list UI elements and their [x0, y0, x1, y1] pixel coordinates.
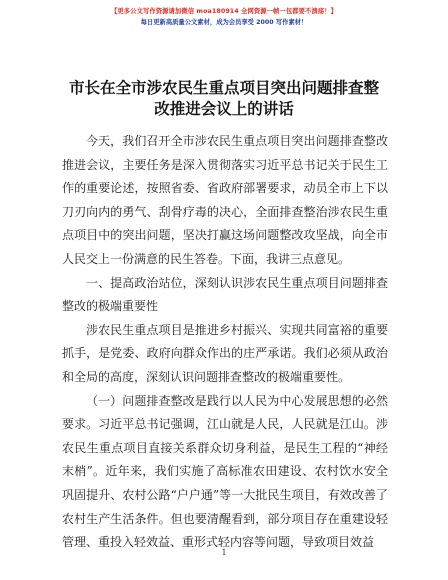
paragraph-section-1-intro: 涉农民生重点项目是推进乡村振兴、实现共同富裕的重要抓手，是党委、政府向群众作出的庄严承诺。我们必须从政治和全局的高度，深刻认识问题排查整改的极端重要性。 — [62, 322, 388, 384]
document-body — [62, 130, 388, 555]
promo-banner — [0, 6, 448, 28]
document-title-line-1: 市长在全市涉农民生重点项目突出问题排查整 — [68, 79, 379, 97]
paragraph-subpoint-1: （一）问题排查整改是践行以人民为中心发展思想的必然要求。习近平总书记强调，江山就是人民，人民就是江山。涉农民生重点项目直接关系群众切身利益，是民生工程的“神经末梢”。近年来，我们实施了高标准农田建设、农村饮水安全巩固提升、农村公路“户户通”等一大批民生项目，有效改善了农村生产生活条件。但也要清醒看到，部分项目存在重建设轻管理、重投入轻效益、重形式轻内容等问题，导致项目效益 — [62, 393, 388, 550]
document-title-line-2: 改推进会议上的讲话 — [154, 100, 294, 118]
promo-banner-line-1: 【更多公文写作资源请加微信 moa180914 全网资源一帧一包都要不溃疡！】 — [110, 8, 338, 15]
document-title — [40, 78, 408, 120]
page-number: 1 — [221, 548, 227, 557]
paragraph-opening: 今天，我们召开全市涉农民生重点项目突出问题排查整改推进会议，主要任务是深入贯彻落实习近平总书记关于民生工作的重要论述，按照省委、省政府部署要求，动员全市上下以刀刃向内的勇气、刮骨疗毒的决心，全面排查整治涉农民生重点项目中的突出问题，坚决打赢这场问题整改攻坚战，向全市人民交上一份满意的民生答卷。下面，我讲三点意见。 — [62, 134, 388, 266]
promo-banner-line-2: 每日更新高质量公文素材，成为会员享受 2000 写作素材！ — [140, 19, 308, 26]
section-heading-1: 一、提高政治站位，深刻认识涉农民生重点项目问题排查整改的极端重要性 — [62, 275, 388, 314]
